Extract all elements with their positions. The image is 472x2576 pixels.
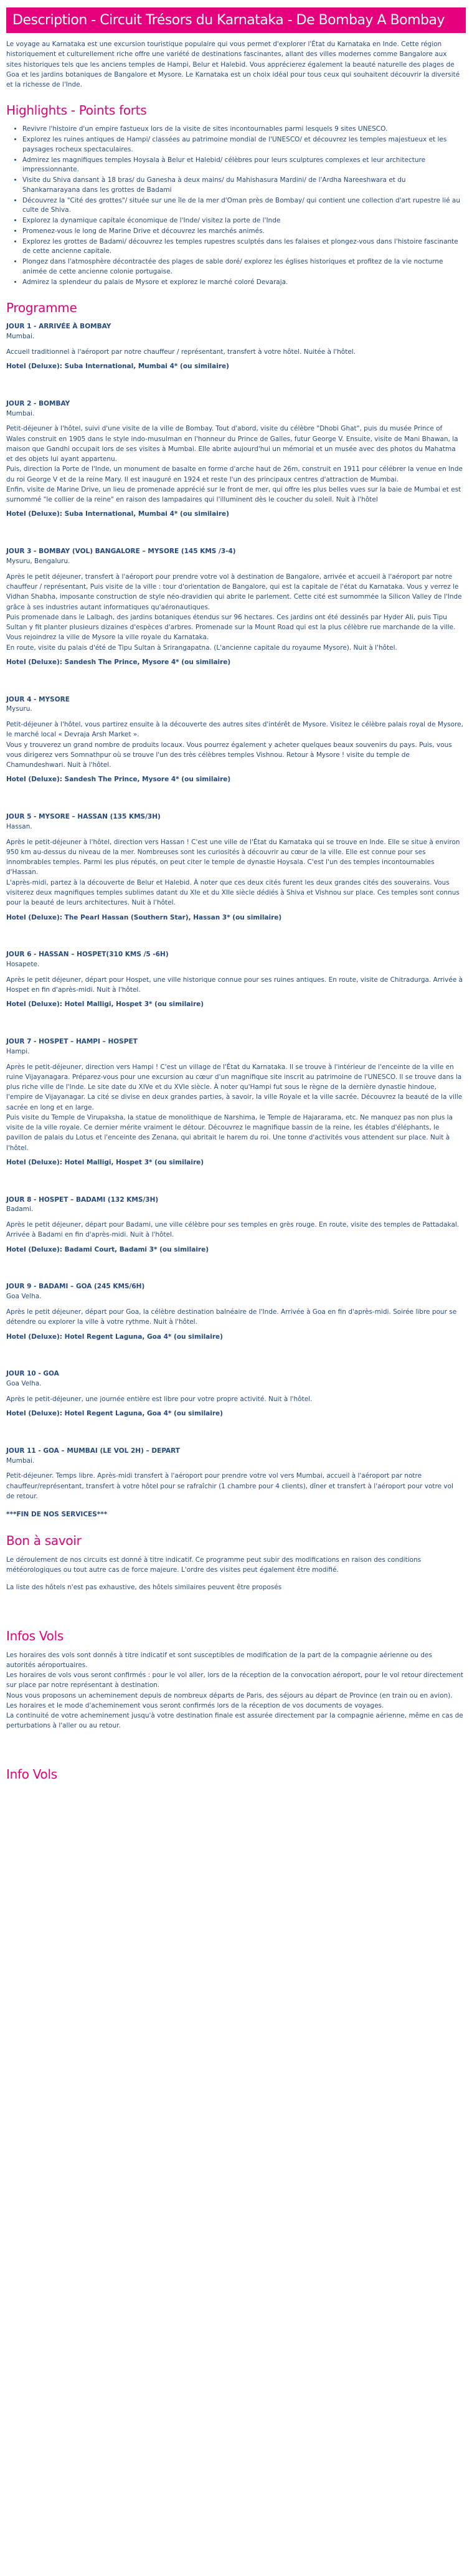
infos-vols-text: Les horaires des vols sont donnés à titre indicatif et sont susceptibles de modification de la part de la compagnie aérienne ou des autorités aéroportuaires. Les horaires de vols vous seront confirmés : pour le vol aller, lors de la réception de la convocation aéroport, pour le vol retour directement sur place par notre représentant à destination. Nous vous proposons un acheminement depuis de nombreux départs de Paris, des séjours au départ de Province (en train ou en avion). Les horaires et le mode d'acheminement vous seront confirmés lors de la réception de vos documents de voyages. La continuité de votre acheminement jusqu'à votre destination finale est assurée directement par la compagnie aérienne, même en cas de perturbations à l'aller ou au retour. — [6, 1651, 463, 1730]
day-place: Mysuru, Bengaluru. — [6, 557, 70, 565]
highlight-item: • Promenez-vous le long de Marine Drive et découvrez les marchés animés. — [22, 227, 463, 237]
day-title: JOUR 10 - GOA — [6, 1370, 59, 1378]
programme-day — [6, 322, 463, 372]
highlight-item: • Explorez la dynamique capitale économique de l'Inde/ visitez la porte de l'Inde — [22, 216, 463, 226]
day-description: Petit-déjeuner. Temps libre. Après-midi transfert à l'aéroport pour prendre votre vol vers Mumbai, accueil à l'aéroport par notre chauffeur/représentant, transfert à votre hôtel pour se rafraîchir (1 chambre pour 4 clients), dîner et transfert à l'aéroport pour votre vol de retour. — [6, 1472, 453, 1500]
day-hotel: Hotel (Deluxe): Hotel Regent Laguna, Goa 4* (ou similaire) — [6, 1410, 223, 1418]
day-hotel: Hotel (Deluxe): Sandesh The Prince, Mysore 4* (ou similaire) — [6, 776, 231, 784]
programme-day — [6, 1369, 463, 1419]
programme-day — [6, 547, 463, 667]
day-hotel: Hotel (Deluxe): Suba International, Mumbai 4* (ou similaire) — [6, 363, 229, 371]
day-hotel: Hotel (Deluxe): Hotel Regent Laguna, Goa 4* (ou similaire) — [6, 1333, 223, 1341]
day-hotel: Hotel (Deluxe): Hotel Malligi, Hospet 3* (ou similaire) — [6, 1158, 204, 1166]
highlight-item: • Admirez les magnifiques temples Hoysala à Belur et Halebid/ célèbres pour leurs sculptures complexes et leur architecture impressionnante. — [22, 156, 463, 176]
day-place: Mumbai. — [6, 409, 35, 417]
content — [0, 39, 472, 1784]
day-place: Hosapete. — [6, 961, 40, 969]
day-place: Hassan. — [6, 822, 32, 830]
day-title: JOUR 2 - BOMBAY — [6, 399, 70, 407]
day-place: Goa Velha. — [6, 1380, 42, 1388]
bon-a-savoir-text-2: La liste des hôtels n'est pas exhaustive, des hôtels similaires peuvent être proposés — [6, 1584, 282, 1592]
day-place: Mumbai. — [6, 333, 35, 341]
info-vols-heading: Info Vols — [6, 1766, 57, 1782]
highlight-item: • Explorez les grottes de Badami/ découvrez les temples rupestres sculptés dans les falaises et plongez-vous dans l'histoire fascinante de cette ancienne capitale. — [22, 237, 463, 257]
programme-day — [6, 695, 463, 786]
day-place: Mysuru. — [6, 705, 32, 713]
day-hotel: Hotel (Deluxe): Hotel Malligi, Hospet 3* (ou similaire) — [6, 1000, 204, 1009]
highlight-item: • Revivre l'histoire d'un empire fastueux lors de la visite de sites incontournables parmi lesquels 9 sites UNESCO. — [22, 125, 463, 135]
day-description: Après le petit déjeuner, transfert à l'aéroport pour prendre votre vol à destination de Bangalore, arrivée et accueil à l'aéroport par notre chauffeur / représentant, Puis visite de la ville : tour d'orientation de Bangalore, qui est la capitale de l'état du Karnataka. Vous y verrez le Vidhan Shabha, imposante construction de style néo-dravidien qui abrite le parlement. Cette cité est surnommée la Silicon Valley de l'Inde grâce à ses industries autant informatiques qu'aéronautiques. Puis promenade dans le Lalbagh, des jardins botaniques étendus sur 96 hectares. Ces jardins ont été dessinés par Hyder Ali, puis Tipu Sultan y fit planter plusieurs dizaines d'espèces d'arbres. Promenade sur la Mount Road qui est la plus célèbre rue marchande de la ville. Vous rejoindrez la ville de Mysore la ville royale du Karnataka. En route, visite du palais d'été de Tipu Sultan à Srirangapatna. (L'ancienne capitale du royaume Mysore). Nuit à l'hôtel. — [6, 573, 462, 652]
programme-day — [6, 399, 463, 520]
intro-paragraph: Le voyage au Karnataka est une excursion touristique populaire qui vous permet d'explorer l'État du Karnataka en Inde. Cette région historiquement et culturellement riche offre une variété de destinations fascinantes, allant des villes modernes comme Bangalore aux sites historiques tels que les anciens temples de Hampi, Belur et Halebid. Vous apprécierez également la beauté naturelle des plages de Goa et les jardins botaniques de Bangalore et Mysore. Le Karnataka est un choix idéal pour tous ceux qui souhaitent découvrir la diversité et la richesse de l'Inde. — [6, 40, 460, 89]
highlights-heading: Highlights - Points forts — [6, 103, 147, 118]
programme-day — [6, 812, 463, 923]
programme-day — [6, 950, 463, 1010]
programme-day — [6, 1037, 463, 1168]
day-title: JOUR 1 - ARRIVÉE À BOMBAY — [6, 323, 111, 331]
highlight-item: • Explorez les ruines antiques de Hampi/ classées au patrimoine mondial de l'UNESCO/ et découvrez les temples majestueux et les paysages rocheux spectaculaires. — [22, 135, 463, 155]
bon-a-savoir-heading: Bon à savoir — [6, 1533, 82, 1548]
programme-day — [6, 1282, 463, 1342]
day-description: Petit-déjeuner à l'hôtel, suivi d'une visite de la ville de Bombay. Tout d'abord, visite du célèbre "Dhobi Ghat", puis du musée Prince of Wales construit en 1905 dans le style indo-musulman en l'honneur du Prince de Galles, futur George V. Ensuite, visite de Mani Bhawan, la maison que Gandhi occupait lors de ses visites à Mumbai. Elle abrite aujourd'hui un mémorial et un musée avec des photos du Mahatma et des objets lui ayant appartenu. Puis, direction la Porte de l'Inde, un monument de basalte en forme d'arche haut de 26m, construit en 1911 pour célébrer la venue en Inde du roi George V et de la reine Mary. Il est inauguré en 1924 et reste l'un des principaux centres d'attraction de Mumbai. Enfin, visite de Marine Drive, un lieu de promenade apprécié sur le front de mer, qui offre les plus belles vues sur la baie de Mumbai et est surnommé "le collier de la reine" en raison des lampadaires qui l'illuminent dès le coucher du soleil. Nuit à l'hôtel — [6, 425, 463, 504]
day-description: Après le petit déjeuner, départ pour Goa, la célèbre destination balnéaire de l'Inde. Arrivée à Goa en fin d'après-midi. Soirée libre pour se détendre ou explorer la ville à votre rythme. Nuit à l'hôtel. — [6, 1308, 457, 1326]
day-hotel: Hotel (Deluxe): Badami Court, Badami 3* (ou similaire) — [6, 1245, 209, 1253]
end-of-services: ***FIN DE NOS SERVICES*** — [6, 1511, 108, 1519]
day-title: JOUR 8 - HOSPET – BADAMI (132 KMS/3H) — [6, 1195, 159, 1204]
day-title: JOUR 7 - HOSPET – HAMPI – HOSPET — [6, 1038, 138, 1046]
day-title: JOUR 4 - MYSORE — [6, 695, 70, 703]
day-place: Badami. — [6, 1205, 34, 1214]
highlight-item: • Découvrez la "Cité des grottes"/ située sur une île de la mer d'Oman près de Bombay/ qui contient une collection d'art rupestre lié au culte de Shiva. — [22, 196, 463, 216]
day-title: JOUR 11 - GOA – MUMBAI (LE VOL 2H) – DEPART — [6, 1447, 180, 1455]
bon-a-savoir-text-1: Le déroulement de nos circuits est donné à titre indicatif. Ce programme peut subir des modifications en raison des conditions météorologiques ou tout autre cas de force majeure. L'ordre des visites peut également être modifié. — [6, 1556, 422, 1574]
day-description: Après le petit-déjeuner, direction vers Hampi ! C'est un village de l'État du Karnataka. Il se trouve à l'intérieur de l'enceinte de la ville en ruine Vijayanagara. Préparez-vous pour une excursion au cœur d'un magnifique site inscrit au patrimoine de l'UNESCO. Il se trouve dans la plus riche ville de l'Inde. Le site date du XIVe et du XVIe siècle. À noter qu'Hampi fut sous le règne de la dernière dynastie hindoue, l'empire de Vijayanagar. La cité se divise en deux grandes parties, à savoir, la ville Royale et la ville sacrée. Découvrez la beauté de la ville sacrée en long et en large. Puis visite du Temple de Virupaksha, la statue de monolithique de Narshima, le Temple de Hajararama, etc. Ne manquez pas non plus la visite de la ville royale. Ce dernier mérite vraiment le détour. Découvrez le magnifique bassin de la reine, les étables d'éléphants, le pavillon de palais du Lotus et l'enceinte des Zenana, qui abritait le harem du roi. Une tonne d'activités vous attendent sur place. Nuit à l'hôtel. — [6, 1063, 463, 1152]
day-description: Accueil traditionnel à l'aéroport par notre chauffeur / représentant, transfert à votre hôtel. Nuitée à l'hôtel. — [6, 348, 356, 356]
day-description: Après le petit-déjeuner, une journée entière est libre pour votre propre activité. Nuit à l'hôtel. — [6, 1395, 313, 1403]
programme-days — [6, 322, 463, 1501]
day-description: Après le petit-déjeuner à l'hôtel, direction vers Hassan ! C'est une ville de l'État du Karnataka qui se trouve en Inde. Elle se situe à environ 950 km au-dessus du niveau de la mer. Nombreuses sont les curiosités à découvrir au cœur de la ville. Elle est connue pour ses innombrables temples. Parmi les plus réputés, on peut citer le temple de dynastie Hoysala. C'est l'un des temples incontournables d'Hassan. L'après-midi, partez à la découverte de Belur et Halebid. À noter que ces deux cités furent les deux grandes cités des souverains. Vous visiterez deux magnifiques temples sublimes datant du XIe et du XIIe siècle dédiés à Shiva et Vishnou sur place. Ces temples sont connus pour la beauté de leurs architectures. Nuit à l'hôtel. — [6, 838, 460, 907]
day-hotel: Hotel (Deluxe): Suba International, Mumbai 4* (ou similaire) — [6, 510, 229, 518]
programme-heading: Programme — [6, 300, 77, 316]
programme-day — [6, 1447, 463, 1501]
highlight-item: • Plongez dans l'atmosphère décontractée des plages de sable doré/ explorez les églises historiques et profitez de la vie nocturne animée de cette ancienne colonie portugaise. — [22, 257, 463, 277]
day-hotel: Hotel (Deluxe): Sandesh The Prince, Mysore 4* (ou similaire) — [6, 658, 231, 666]
infos-vols-heading: Infos Vols — [6, 1628, 64, 1643]
page-title: Description - Circuit Trésors du Karnataka - De Bombay A Bombay — [6, 7, 466, 33]
highlights-list — [6, 125, 463, 287]
day-place: Goa Velha. — [6, 1293, 42, 1301]
day-title: JOUR 9 - BADAMI – GOA (245 KMS/6H) — [6, 1283, 145, 1291]
highlight-item: • Visite du Shiva dansant à 18 bras/ du Ganesha à deux mains/ du Mahishasura Mardini/ de l'Ardha Nareeshwara et du Shankarnarayana dans les grottes de Badami — [22, 176, 463, 196]
day-place: Hampi. — [6, 1047, 30, 1055]
day-description: Après le petit déjeuner, départ pour Hospet, une ville historique connue pour ses ruines antiques. En route, visite de Chitradurga. Arrivée à Hospet en fin d'après-midi. Nuit à l'hôtel. — [6, 976, 463, 994]
day-title: JOUR 5 - MYSORE – HASSAN (135 KMS/3H) — [6, 813, 161, 821]
day-place: Mumbai. — [6, 1457, 35, 1465]
day-title: JOUR 3 - BOMBAY (VOL) BANGALORE – MYSORE (145 KMS /3-4) — [6, 548, 236, 556]
day-description: Petit-déjeuner à l'hôtel, vous partirez ensuite à la découverte des autres sites d'intérêt de Mysore. Visitez le célèbre palais royal de Mysore, le marché local « Devraja Arsh Market ». Vous y trouverez un grand nombre de produits locaux. Vous pourrez également y acheter quelques beaux souvenirs du pays. Puis, vous vous dirigerez vers Somnathpur où se trouve l'un des très célèbres temples Vishnou. Retour à Mysore ! visite du temple de Chamundeshwari. Nuit à l'hôtel. — [6, 721, 463, 769]
day-title: JOUR 6 - HASSAN – HOSPET(310 KMS /5 -6H) — [6, 951, 169, 959]
programme-day — [6, 1195, 463, 1255]
highlight-item: • Admirez la splendeur du palais de Mysore et explorez le marché coloré Devaraja. — [22, 278, 463, 288]
day-hotel: Hotel (Deluxe): The Pearl Hassan (Southern Star), Hassan 3* (ou similaire) — [6, 913, 282, 921]
day-description: Après le petit déjeuner, départ pour Badami, une ville célèbre pour ses temples en grès rouge. En route, visite des temples de Pattadakal. Arrivée à Badami en fin d'après-midi. Nuit à l'hôtel. — [6, 1221, 460, 1239]
